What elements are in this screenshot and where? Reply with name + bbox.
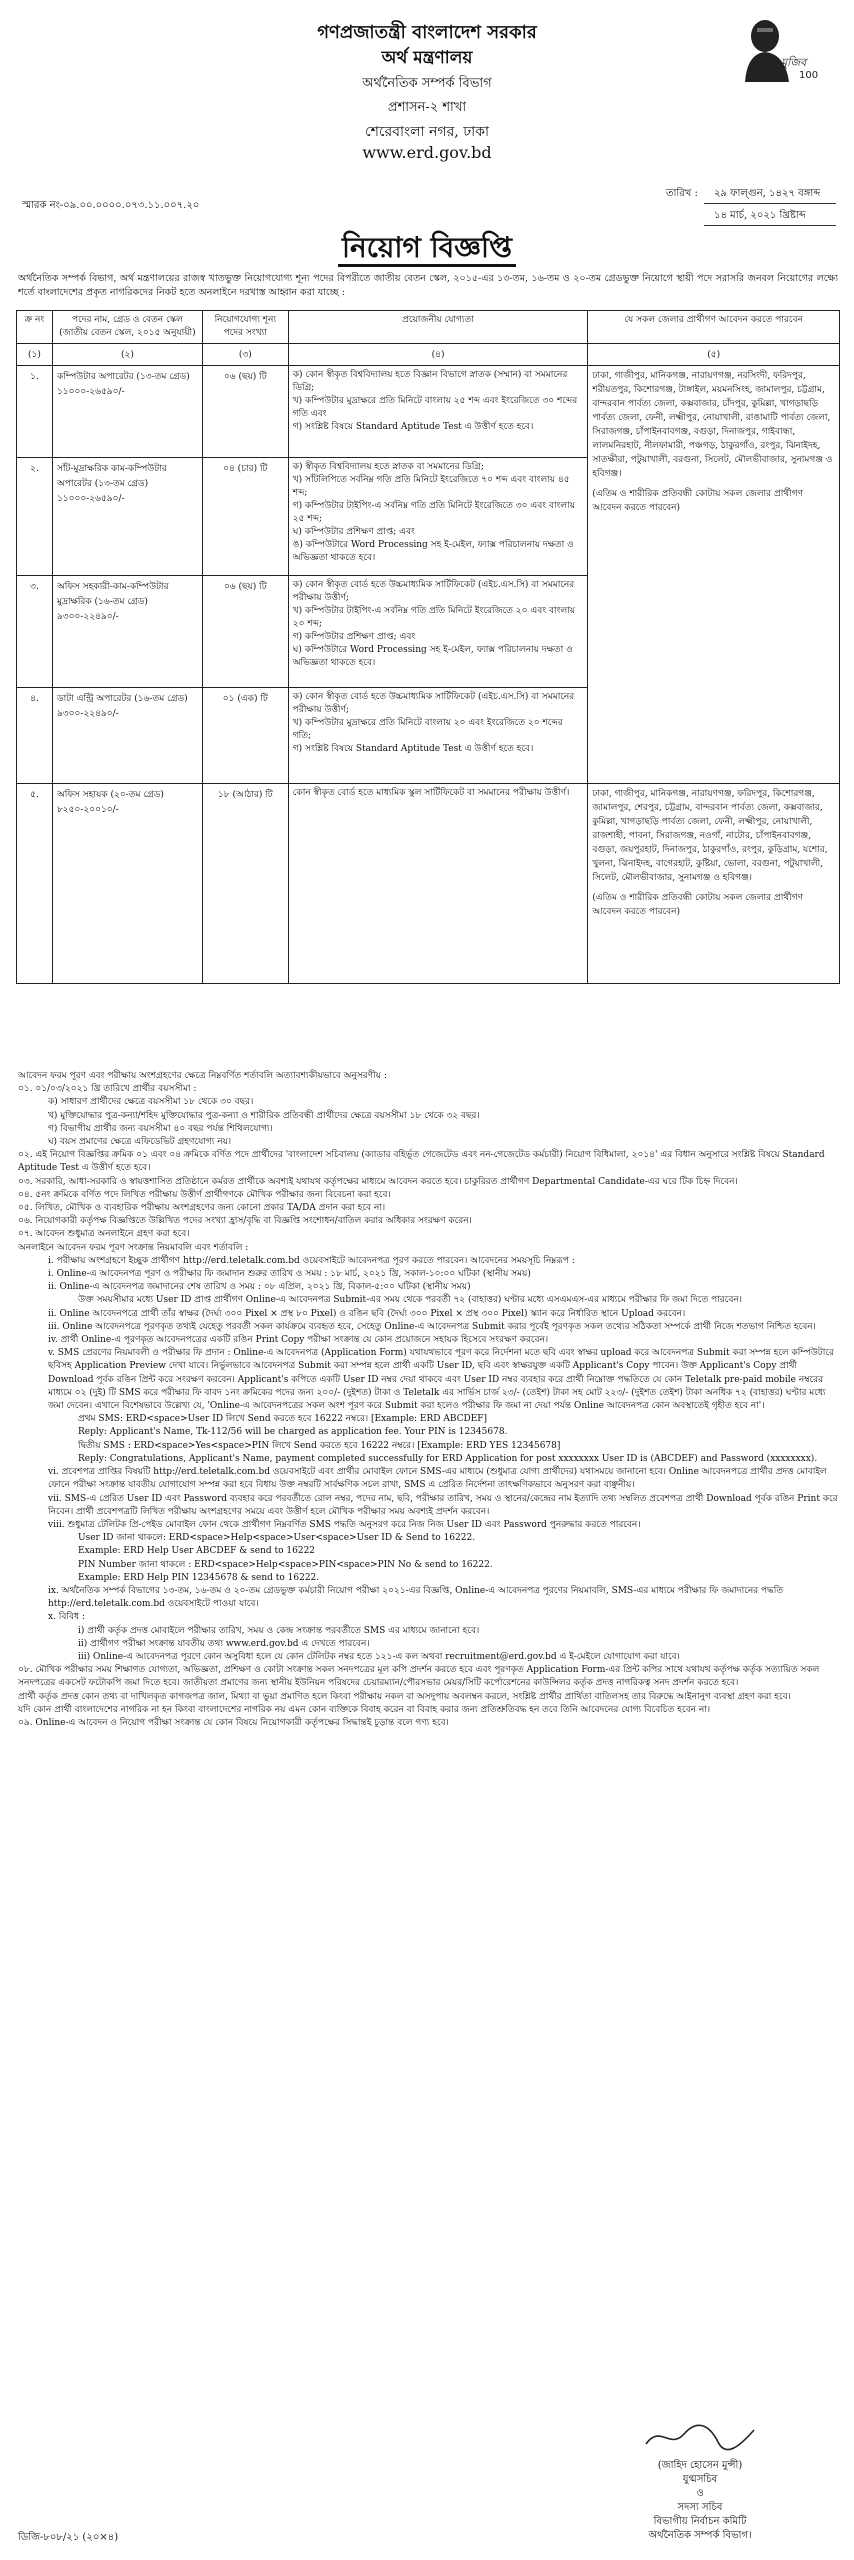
districts-list: ঢাকা, গাজীপুর, মানিকগঞ্জ, নারায়ণগঞ্জ, ফরিদপুর, কিশোরগঞ্জ, জামালপুর, শেরপুর, চট্টগ্রাম, বান্দরবান পার্বত্য জেলা, কক্সবাজার, কুমিল্লা, খাগড়াছড়ি পার্বত্য জেলা, ফেনী, লক্ষ্মীপুর, নোয়াখালী, রাজশাহী, পাবনা, সিরাজগঞ্জ, নওগাঁ, নাটোর, চাঁপাইনবাবগঞ্জ, বগুড়া, জয়পুরহাট, দিনাজপুর, ঠাকুরগাঁও, রংপুর, কুড়িগ্রাম, যশোর, খুলনা, ঝিনাইদহ, বাগেরহাট, কুষ্টিয়া, ভোলা, বরগুনা, পটুয়াখালী, সিলেট, মৌলভীবাজার, সুনামগঞ্জ ও হবিগঞ্জ। [592,789,828,883]
condition-item: উক্ত সময়সীমার মধ্যে User ID প্রাপ্ত প্রার্থীগণ Online-এ আবেদনপত্র Submit-এর সময় থেকে পরবর্তী ৭২ (বাহাত্তর) ঘণ্টার মধ্যে এসএমএস-এর মাধ্যমে পরীক্ষার ফি জমা দিতে পারবেন। [78,1295,742,1306]
qualification-cell [288,688,588,784]
condition-item: i. Online-এ আবেদনপত্র পূরণ ও পরীক্ষার ফি জমাদান শুরুর তারিখ ও সময় : ১৮ মার্চ, ২০২১ খ্রি, সকাল-১০:০০ ঘটিকা (স্থানীয় সময়) [48,1269,531,1280]
condition-item: ০৩. সরকারি, আধা-সরকারি ও স্বায়ত্তশাসিত প্রতিষ্ঠানে কর্মরত প্রার্থীকে অবশ্যই যথাযথ কর্তৃপক্ষের মাধ্যমে আবেদন করতে হবে। চাকুরিরত প্রার্থীগণ Departmental Candidate-এর ঘরে টিক চিহ্ন দিবেন। [18,1176,738,1187]
post-name: সাঁট-মুদ্রাক্ষরিক কাম-কম্পিউটার অপারেটর (১৩-তম গ্রেড) ১১০০০-২৬৫৯০/- [52,458,202,576]
col-number: (১) [17,344,53,366]
notice-title-wrap [0,226,854,273]
condition-item: Reply: Applicant's Name, Tk-112/56 will be charged as application fee. Your PIN is 12345678. [78,1427,508,1438]
qualification-item: ক) কোন স্বীকৃত বিশ্ববিদ্যালয় হতে বিজ্ঞান বিভাগে স্নাতক (সম্মান) বা সমমানের ডিগ্রি; [292,370,568,393]
signatory-title: সদস্য সচিব [677,2502,723,2513]
districts-note: (এতিম ও শারীরিক প্রতিবন্ধী কোটায় সকল জেলার প্রার্থীগণ আবেদন করতে পারবেন) [592,893,804,917]
qualification-item: খ) কম্পিউটার মুদ্রাক্ষরে প্রতি মিনিটে বাংলায় ২৫ শব্দ এবং ইংরেজিতে ৩০ শব্দের গতি এবং [292,396,578,419]
condition-item: Example: ERD Help PIN 12345678 & send to 16222. [78,1572,320,1583]
col-header: যে সকল জেলার প্রার্থীগণ আবেদন করতে পারবেন [588,311,840,344]
signatory-name: (জাহিদ হোসেন মুন্সী) [657,2460,743,2471]
qualification-item: গ) সংশ্লিষ্ট বিষয়ে Standard Aptitude Test এ উত্তীর্ণ হতে হবে। [292,744,534,754]
date-english: ১৪ মার্চ, ২০২১ খ্রিষ্টাব্দ [704,208,836,226]
intro-paragraph: অর্থনৈতিক সম্পর্ক বিভাগ, অর্থ মন্ত্রণালয়ের রাজস্ব খাতভুক্ত নিয়োগযোগ্য শূন্য পদের বিপরীতে জাতীয় বেতন স্কেল, ২০১৫-এর ১৩-তম, ১৬-তম ও ২০-তম গ্রেডভুক্ত নিয়োগে স্থায়ী পদে সরাসরি জনবল নিয়োগের লক্ষ্যে শর্তে বাংলাদেশের প্রকৃত নাগরিকদের নিকট হতে অনলাইনে দরখাস্ত আহ্বান করা যাচ্ছে : [18,273,838,298]
qualification-item: খ) কম্পিউটার টাইপিং-এ সর্বনিম্ন গতি প্রতি মিনিটে ইংরেজিতে ২০ এবং বাংলায় ২০ শব্দ; [292,606,576,629]
condition-item: ক) সাধারণ প্রার্থীদের ক্ষেত্রে বয়সসীমা ১৮ থেকে ৩০ বছর। [48,1097,254,1108]
condition-item: Example: ERD Help User ABCDEF & send to 16222 [78,1546,316,1557]
print-code: ডিজি-৮০৮/২১ (২০×৪) [18,2532,119,2543]
memo-number: স্মারক নং-০৯.০০.০০০০.০৭৩.১১.০০৭.২০ [22,200,200,211]
signatory-title: ও [696,2488,704,2499]
col-header: নিয়োগযোগ্য শূন্য পদের সংখ্যা [202,311,288,344]
signatory-title: অর্থনৈতিক সম্পর্ক বিভাগ। [648,2530,752,2541]
date-bangla: ২৯ ফাল্গুন, ১৪২৭ বঙ্গাব্দ [704,186,836,204]
qualification-item: ঙ) কম্পিউটারে Word Processing সহ ই-মেইল, ফ্যাক্স পরিচালনায় দক্ষতা ও অভিজ্ঞতা থাকতে হবে। [292,540,574,563]
condition-item: গ) বিভাগীয় প্রার্থীর জন্য বয়সসীমা ৪০ বছর পর্যন্ত শিথিলযোগ্য। [48,1123,273,1134]
address-line: শেরেবাংলা নগর, ঢাকা [364,124,490,140]
signatory-title: বিভাগীয় নির্বাচন কমিটি [653,2516,747,2527]
signature-scribble [640,2420,760,2454]
condition-item: ০৮. মৌখিক পরীক্ষার সময় শিক্ষাগত যোগ্যতা, অভিজ্ঞতা, প্রশিক্ষণ ও কোটা সংক্রান্ত সকল সনদপত্রের মূল কপি প্রদর্শন করতে হবে এবং পূরণকৃত Application Form-এর প্রিন্ট কপির সাথে যথাযথ কর্তৃপক্ষ কর্তৃক সত্যায়িত সকল সনদপত্রের একসেট ফটোকপি জমা দিতে হবে। জাতীয়তা প্রমাণের জন্য স্থানীয় ইউনিয়ন পরিষদের চেয়ারম্যান/পৌরসভার মেয়র/সিটি কর্পোরেশনের কাউন্সিলর কর্তৃক প্রদত্ত নাগরিকত্ব সনদ প্রদর্শন করতে হবে। [18,1665,820,1689]
table-row [17,784,840,984]
post-count: ০৬ (ছয়) টি [202,366,288,458]
row-serial: ১. [17,366,53,458]
col-number: (২) [52,344,202,366]
qualification-item: গ) সংশ্লিষ্ট বিষয়ে Standard Aptitude Test এ উত্তীর্ণ হতে হবে। [292,422,534,432]
qualification-cell [288,784,588,984]
condition-item: ঘ) বয়স প্রমাণের ক্ষেত্রে এফিডেভিট গ্রহণযোগ্য নয়। [48,1137,232,1148]
row-serial: ৫. [17,784,53,984]
mujib-centenary-logo [735,12,821,82]
qualification-item: ক) কোন স্বীকৃত বোর্ড হতে উচ্চমাধ্যমিক সার্টিফিকেট (এইচ.এস.সি) বা সমমানের পরীক্ষায় উত্তীর্ণ; [292,692,575,715]
condition-item: vi. প্রবেশপত্র প্রাপ্তির বিষয়টি http://erd.teletalk.com.bd ওয়েবসাইটে এবং প্রার্থীর মোবাইল ফোনে SMS-এর মাধ্যমে (শুধুমাত্র যোগ্য প্রার্থীদের) যথাসময়ে জানানো হবে। Online আবেদনপত্রে প্রার্থীর প্রদত্ত মোবাইল ফোনে পরীক্ষা সংক্রান্ত যাবতীয় যোগাযোগ সম্পন্ন করা হবে বিধায় উক্ত নম্বরটি সার্বক্ষণিক সচল রাখা, SMS এ প্রেরিত নির্দেশনা তাৎক্ষণিকভাবে অনুসরণ করা বাঞ্ছনীয়। [48,1467,827,1491]
condition-item: দ্বিতীয় SMS : ERD<space>Yes<space>PIN লিখে Send করতে হবে 16222 নম্বরে। [Example: ERD YES 12345678] [78,1440,561,1451]
condition-item: যদি কোন প্রার্থী বাংলাদেশের নাগরিক না হন কিংবা বাংলাদেশের নাগরিক নয় এমন কোন ব্যক্তিকে বিবাহ করেন বা বিবাহ করার জন্য প্রতিশ্রুতিবদ্ধ হন তবে তিনি আবেদনের যোগ্য বিবেচিত হবেন না। [18,1704,711,1715]
condition-item: iv. প্রার্থী Online-এ পূরণকৃত আবেদনপত্রের একটি রঙিন Print Copy পরীক্ষা সংক্রান্ত যে কোন প্রয়োজনে সহায়ক হিসেবে সংরক্ষণ করবেন। [48,1335,549,1346]
row-serial: ৪. [17,688,53,784]
branch-title: প্রশাসন-২ শাখা [387,100,467,115]
post-count: ১৮ (আঠার) টি [202,784,288,984]
svg-text:100: 100 [799,70,819,81]
col-header: পদের নাম, গ্রেড ও বেতন স্কেল (জাতীয় বেতন স্কেল, ২০১৫ অনুযায়ী) [52,311,202,344]
qualification-item: খ) সাঁটলিপিতে সর্বনিম্ন গতি প্রতি মিনিটে ইংরেজিতে ৭০ শব্দ এবং বাংলায় ৪৫ শব্দ; [292,475,570,498]
govt-title: গণপ্রজাতন্ত্রী বাংলাদেশ সরকার [317,22,537,43]
post-name: অফিস সহায়ক (২০-তম গ্রেড) ৮২৫০-২০০১০/- [52,784,202,984]
condition-item: অনলাইনে আবেদন ফরম পূরণ সংক্রান্ত নিয়মাবলি এবং শর্তাবলি : [18,1242,249,1253]
qualification-item: ক) কোন স্বীকৃত বোর্ড হতে উচ্চমাধ্যমিক সার্টিফিকেট (এইচ.এস.সি) বা সমমানের পরীক্ষায় উত্তীর্ণ; [292,580,575,603]
qualification-cell [288,576,588,688]
notice-title: নিয়োগ বিজ্ঞপ্তি [338,231,516,267]
condition-item: প্রথম SMS: ERD<space>User ID লিখে Send করতে হবে 16222 নম্বরে। [Example: ERD ABCDEF] [78,1414,488,1425]
ministry-title: অর্থ মন্ত্রণালয় [381,48,473,68]
condition-item: Reply: Congratulations, Applicant's Name, payment completed successfully for ERD Application for post xxxxxxxx User ID is (ABCDEF) and Password (xxxxxxxx). [78,1453,818,1464]
condition-item: ০১. ০১/০৩/২০২১ খ্রি তারিখে প্রার্থীর বয়সসীমা : [18,1084,197,1095]
col-number: (৫) [588,344,840,366]
qualification-item: গ) কম্পিউটার প্রশিক্ষণ প্রাপ্ত; এবং [292,632,416,642]
col-header: প্রয়োজনীয় যোগ্যতা [288,311,588,344]
signature-block [600,2420,800,2543]
post-name: ডাটা এন্ট্রি অপারেটর (১৬-তম গ্রেড) ৯৩০০-২২৪৯০/- [52,688,202,784]
condition-item: viii. শুধুমাত্র টেলিটক প্রি-পেইড মোবাইল ফোন থেকে প্রার্থীগণ নিম্নবর্ণিত SMS পদ্ধতি অনুসরণ করে নিজ নিজ User ID এবং Password পুনরুদ্ধার করতে পারবেন। [48,1519,641,1530]
condition-item: i. পরীক্ষায় অংশগ্রহণে ইচ্ছুক প্রার্থীগণ http://erd.teletalk.com.bd ওয়েবসাইটে আবেদনপত্র পূরণ করতে পারবেন। আবেদনের সময়সূচি নিম্নরূপ : [48,1255,575,1266]
condition-item: iii. Online আবেদনপত্রে পূরণকৃত তথ্যই যেহেতু পরবর্তী সকল কার্যক্রমে ব্যবহৃত হবে, সেহেতু Online-এ আবেদনপত্র Submit করার পূর্বেই পূরণকৃত সকল তথ্যের সঠিকতা সম্পর্কে প্রার্থী নিজে শতভাগ নিশ্চিত হবেন। [48,1321,816,1332]
condition-item: ০৪. ৫নং ক্রমিকে বর্ণিত পদে লিখিত পরীক্ষায় উত্তীর্ণ প্রার্থীগণকে মৌখিক পরীক্ষার জন্য বিবেচনা করা হবে। [18,1189,391,1200]
condition-item: PIN Number জানা থাকলে : ERD<space>Help<space>PIN<space>PIN No & send to 16222. [78,1559,493,1570]
post-name: অফিস সহকারী-কাম-কম্পিউটার মুদ্রাক্ষরিক (১৬-তম গ্রেড) ৯৩০০-২২৪৯০/- [52,576,202,688]
condition-item: ০৫. লিখিত, মৌখিক ও ব্যবহারিক পরীক্ষায় অংশগ্রহণের জন্য কোনো প্রকার TA/DA প্রদান করা হবে না। [18,1203,386,1214]
post-count: ০৬ (ছয়) টি [202,576,288,688]
post-count: ০৪ (চার) টি [202,458,288,576]
post-count: ০১ (এক) টি [202,688,288,784]
post-name: কম্পিউটার অপারেটর (১৩-তম গ্রেড) ১১০০০-২৬৫৯০/- [52,366,202,458]
qualification-item: খ) কম্পিউটার মুদ্রাক্ষরে প্রতি মিনিটে বাংলায় ২০ এবং ইংরেজিতে ২০ শব্দের গতি; [292,718,563,741]
condition-item: iii) Online-এ আবেদনপত্র পূরণে কোন অসুবিধা হলে যে কোন টেলিটক নম্বর হতে ১২১-এ কল অথবা recruitment@erd.gov.bd এ ই-মেইলে যোগাযোগ করা যাবে। [78,1651,680,1662]
qualification-cell [288,366,588,458]
row-serial: ২. [17,458,53,576]
table-row [17,366,840,458]
date-block [666,186,836,230]
condition-item: i) প্রার্থী কর্তৃক প্রদত্ত মোবাইলে পরীক্ষার তারিখ, সময় ও কেন্দ্র সংক্রান্ত পরবর্তীতে SMS এর মাধ্যমে জানানো হবে। [78,1625,480,1636]
svg-text:মুজিব: মুজিব [781,56,807,69]
conditions-section [18,1070,838,1730]
date-label: তারিখ : [666,188,698,199]
condition-item: ii. Online আবেদনপত্রে প্রার্থী তাঁর স্বাক্ষর (দৈর্ঘ্য ৩০০ Pixel × প্রস্থ ৮০ Pixel) ও রঙিন ছবি (দৈর্ঘ্য ৩০০ Pixel × প্রস্থ ৩০০ Pixel) স্ক্যান করে নির্ধারিত স্থানে Upload করবেন। [48,1308,686,1319]
districts-cell [588,366,840,784]
col-number: (৩) [202,344,288,366]
condition-item: আবেদন ফরম পূরণ এবং পরীক্ষায় অংশগ্রহণের ক্ষেত্রে নিম্নবর্ণিত শর্তাবলি অত্যাবশ্যকীয়ভাবে অনুসরণীয় : [18,1071,387,1081]
qualification-item: গ) কম্পিউটার টাইপিং-এ সর্বনিম্ন গতি প্রতি মিনিটে ইংরেজিতে ৩০ এবং বাংলায় ২৫ শব্দ; [292,501,576,524]
condition-item: ০২. এই নিয়োগ বিজ্ঞপ্তির ক্রমিক ০১ এবং ০৪ ক্রমিকে বর্ণিত পদে প্রার্থীদের 'বাংলাদেশ সচিবালয় (ক্যাডার বহির্ভূত গেজেটেড এবং নন-গেজেটেড কর্মচারী) নিয়োগ বিধিমালা, ২০১৪' এর বিধান অনুসারে সংশ্লিষ্ট বিষয়ে Standard Aptitude Test এ উত্তীর্ণ হতে হবে। [18,1150,825,1174]
condition-item: vii. SMS-এ প্রেরিত User ID এবং Password ব্যবহার করে পরবর্তীতে রোল নম্বর, পদের নাম, ছবি, পরীক্ষার তারিখ, সময় ও স্থানের/কেন্দ্রের নাম ইত্যাদি তথ্য সম্বলিত প্রবেশপত্র প্রার্থী Download পূর্বক রঙিন Print করে নিবেন। প্রার্থী প্রবেশপত্রটি লিখিত পরীক্ষায় অংশগ্রহণের সময়ে এবং উত্তীর্ণ হলে মৌখিক পরীক্ষার সময় অবশ্যই প্রদর্শন করবেন। [48,1493,838,1517]
condition-item: ০৬. নিয়োগকারী কর্তৃপক্ষ বিজ্ঞপ্তিতে উল্লিখিত পদের সংখ্যা হ্রাস/বৃদ্ধি বা বিজ্ঞপ্তি সংশোধন/বাতিল করার অধিকার সংরক্ষণ করেন। [18,1216,472,1227]
qualification-item: ঘ) কম্পিউটার প্রশিক্ষণ প্রাপ্ত; এবং [292,527,415,537]
qualification-item: কোন স্বীকৃত বোর্ড হতে মাধ্যমিক স্কুল সার্টিফিকেট বা সমমানের পরীক্ষায় উত্তীর্ণ। [292,788,570,798]
table-header-row [17,311,840,344]
districts-list: ঢাকা, গাজীপুর, মানিকগঞ্জ, নারায়ণগঞ্জ, নরসিংদী, ফরিদপুর, শরীয়তপুর, কিশোরগঞ্জ, টাঙ্গাইল, ময়মনসিংহ, জামালপুর, চট্টগ্রাম, বান্দরবান পার্বত্য জেলা, কক্সবাজার, চাঁদপুর, কুমিল্লা, খাগড়াছড়ি পার্বত্য জেলা, ফেনী, লক্ষ্মীপুর, নোয়াখালী, রাঙামাটি পার্বত্য জেলা, সিরাজগঞ্জ, চাঁপাইনবাবগঞ্জ, বগুড়া, দিনাজপুর, গাইবান্ধা, লালমনিরহাট, নীলফামারী, পঞ্চগড়, ঠাকুরগাঁও, রংপুর, ঝিনাইদহ, সাতক্ষীরা, পটুয়াখালী, বরগুনা, সিলেট, মৌলভীবাজার, সুনামগঞ্জ ও হবিগঞ্জ। [592,371,833,479]
vacancy-table [16,310,840,984]
condition-item: ii. Online-এ আবেদনপত্র জমাদানের শেষ তারিখ ও সময় : ০৮ এপ্রিল, ২০২১ খ্রি, বিকাল-৫:০০ ঘটিকা (স্থানীয় সময়) [48,1282,471,1293]
condition-item: ix. অর্থনৈতিক সম্পর্ক বিভাগের ১৩-তম, ১৬-তম ও ২০-তম গ্রেডভুক্ত কর্মচারী নিয়োগ পরীক্ষা ২০২১-এর বিজ্ঞপ্তি, Online-এ আবেদনপত্র পূরণের নিয়মাবলি, SMS-এর মাধ্যমে পরীক্ষার ফি জমাদানের পদ্ধতি http://erd.teletalk.com.bd ওয়েবসাইটে পাওয়া যাবে। [48,1585,784,1610]
row-serial: ৩. [17,576,53,688]
qualification-item: ক) স্বীকৃত বিশ্ববিদ্যালয় হতে স্নাতক বা সমমানের ডিগ্রি; [292,462,485,472]
condition-item: ০৭. আবেদন শুধুমাত্র অনলাইনে গ্রহণ করা হবে। [18,1229,190,1240]
districts-note: (এতিম ও শারীরিক প্রতিবন্ধী কোটায় সকল জেলার প্রার্থীগণ আবেদন করতে পারবেন) [592,489,804,513]
condition-item: x. বিবিধ : [48,1612,85,1623]
table-numbering-row [17,344,840,366]
signatory-title: যুগ্মসচিব [682,2474,718,2485]
col-number: (৪) [288,344,588,366]
website-link[interactable]: www.erd.gov.bd [362,143,492,162]
condition-item: ii) প্রার্থীগণ পরীক্ষা সংক্রান্ত যাবতীয় তথ্য www.erd.gov.bd এ দেখতে পারবেন। [78,1638,370,1649]
condition-item: User ID জানা থাকলে: ERD<space>Help<space>User<space>User ID & Send to 16222. [78,1533,476,1544]
condition-item: খ) মুক্তিযোদ্ধার পুত্র-কন্যা/শহিদ মুক্তিযোদ্ধার পুত্র-কন্যা ও শারীরিক প্রতিবন্ধী প্রার্থীদের ক্ষেত্রে বয়সসীমা ১৮ থেকে ৩২ বছর। [48,1110,480,1121]
condition-item: ০৯. Online-এ আবেদন ও নিয়োগ পরীক্ষা সংক্রান্ত যে কোন বিষয়ে নিয়োগকারী কর্তৃপক্ষের সিদ্ধান্তই চূড়ান্ত বলে গণ্য হবে। [18,1717,449,1728]
qualification-item: ঘ) কম্পিউটারে Word Processing সহ ই-মেইল, ফ্যাক্স পরিচালনায় দক্ষতা ও অভিজ্ঞতা থাকতে হবে। [292,645,573,668]
qualification-cell [288,458,588,576]
condition-item: v. SMS প্রেরণের নিয়মাবলী ও পরীক্ষার ফি প্রদান : Online-এ আবেদনপত্র (Application Form) যথাযথভাবে পূরণ করে নির্দেশনা মতে ছবি এবং স্বাক্ষর upload করে আবেদনপত্র Submit করা সম্পন্ন হলে কম্পিউটারে ছবিসহ Application Preview দেখা যাবে। নির্ভুলভাবে আবেদনপত্র Submit করা সম্পন্ন হলে প্রার্থী একটি User ID, ছবি এবং স্বাক্ষরযুক্ত একটি Applicant's Copy পাবেন। উক্ত Applicant's Copy প্রার্থী Download পূর্বক রঙিন প্রিন্ট করে সংরক্ষণ করবেন। Applicant's কপিতে একটি User ID নম্বর দেয়া থাকবে এবং User ID নম্বর ব্যবহার করে প্রার্থী নিম্নোক্ত পদ্ধতিতে যে কোন Teletalk pre-paid mobile নম্বরের মাধ্যমে ০২ (দুই) টি SMS করে পরীক্ষার ফি বাবদ ১নং ক্রমিকের পদের জন্য ২০০/- (দুইশত) টাকা ও Teletalk এর সার্ভিস চার্জ ২৩/- (তেইশ) টাকা সহ মোট ২২৩/- (দুইশত তেইশ) টাকা অনধিক ৭২ (বাহাত্তর) ঘণ্টার মধ্যে জমা দেবেন। এখানে বিশেষভাবে উল্লেখ্য যে, 'Online-এ আবেদনপত্রের সকল অংশ পূরণ করে Submit করা হলেও পরীক্ষার ফি জমা না দেয়া পর্যন্ত Online আবেদনপত্র কোন অবস্থাতেই গৃহীত হবে না'। [48,1348,834,1412]
division-title: অর্থনৈতিক সম্পর্ক বিভাগ [362,76,492,91]
districts-cell [588,784,840,984]
condition-item: প্রার্থী কর্তৃক প্রদত্ত কোন তথ্য বা দাখিলকৃত কাগজপত্র জাল, মিথ্যা বা ভুয়া প্রমাণিত হলে কিংবা পরীক্ষায় নকল বা অসদুপায় অবলম্বন করলে, সংশ্লিষ্ট প্রার্থীর প্রার্থিতা বাতিলসহ তার বিরুদ্ধে আইনানুগ ব্যবস্থা গ্রহণ করা হবে। [18,1691,791,1702]
col-header: ক্র নং [17,311,53,344]
